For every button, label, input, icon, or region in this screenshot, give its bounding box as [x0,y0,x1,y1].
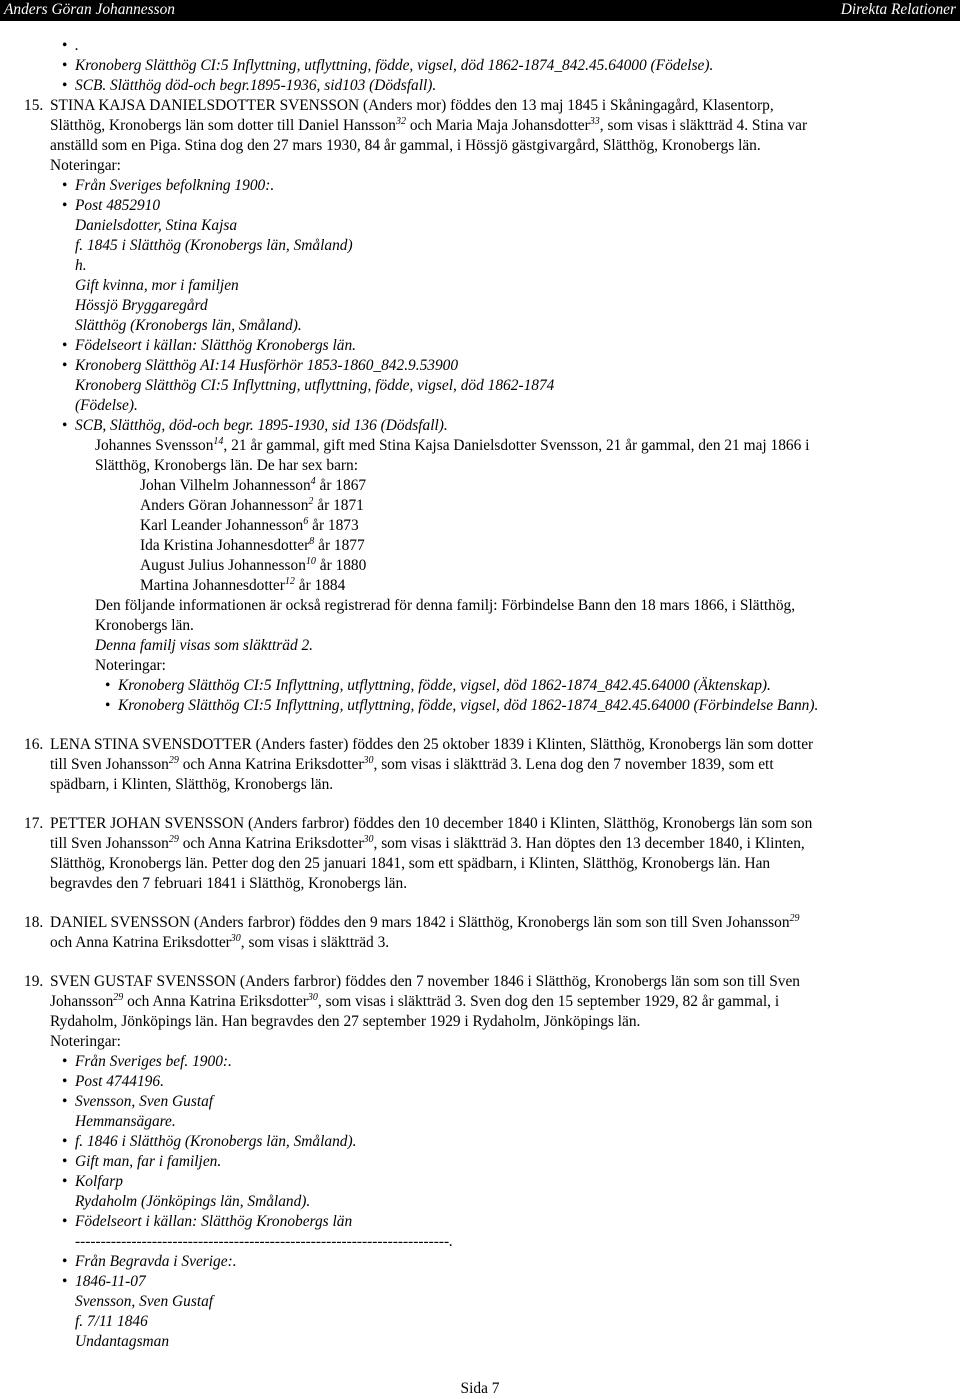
document-body [0,36,960,1352]
note-line: Hemmansägare. [75,1113,176,1130]
note-item: • Från Sveriges bef. 1900:. [0,1052,960,1072]
note-line: f. 7/11 1846 [75,1313,148,1330]
family-text: Johannes Svensson$^{14}$, 21 år gammal, gift med Stina Kajsa Danielsdotter Svensson, 21 år gammal, den 21 maj 1866 i [95,436,810,454]
entry-text: SVEN GUSTAF SVENSSON (Anders farbror) föddes den 7 november 1846 i Slätthög, Kronobergs län som son till Sven [50,973,800,990]
entry-15 [0,96,960,156]
family-info: Den följande informationen är också registrerad för denna familj: Förbindelse Bann den 18 mars 1866, i Slätthög, [95,597,796,614]
entry-text: LENA STINA SVENSDOTTER (Anders faster) föddes den 25 oktober 1839 i Klinten, Slätthög, Kronobergs län som dotter [50,736,814,753]
notes-heading: Noteringar: [50,157,121,174]
entry-text: Rydaholm, Jönköpings län. Han begravdes den 27 september 1929 i Rydaholm, Jönköpings län. [50,1013,641,1030]
reference-number: 30 [363,834,374,845]
note-line: Svensson, Sven Gustaf [75,1293,214,1310]
reference-number: 30 [363,755,374,766]
child-item: Anders Göran Johannesson$^2$ år 1871 [140,496,364,514]
entry-text: till Sven Johansson$^{29}$ och Anna Katrina Eriksdotter$^{30}$, som visas i släktträd 3. Han döptes den 13 december 1840, i Klinten, [50,834,805,852]
note-line: h. [75,257,87,274]
note-item: • Post 4852910 [0,196,960,216]
note-line: Rydaholm (Jönköpings län, Småland). [75,1193,311,1210]
page-header [0,0,960,21]
reference-number: 14 [213,436,224,447]
entry-text: Johansson$^{29}$ och Anna Katrina Eriksdotter$^{30}$, som visas i släktträd 3. Sven dog den 15 september 1929, 82 år gammal, i [50,992,780,1010]
separator-line: -------------------------------------------------------------------------. [75,1233,453,1250]
child-item: Karl Leander Johannesson$^6$ år 1873 [140,516,359,534]
entry-text: STINA KAJSA DANIELSDOTTER SVENSSON (Anders mor) föddes den 13 maj 1845 i Skåningagård, Klasentorp, [50,97,774,114]
entry-text: begravdes den 7 februari 1841 i Slätthög, Kronobergs län. [50,875,408,892]
entry-19 [0,972,960,1032]
note-item: • Kolfarp [0,1172,960,1192]
note-line: Hössjö Bryggaregård [75,297,208,314]
entry-number: 16. [24,736,44,753]
entry-text: anställd som en Piga. Stina dog den 27 mars 1930, 84 år gammal, i Hössjö gästgivargård, Slätthög, Kronobergs län. [50,137,761,154]
notes-heading: Noteringar: [95,657,166,674]
child-item: August Julius Johannesson$^{10}$ år 1880 [140,556,367,574]
bullet-item: • SCB. Slätthög död-och begr.1895-1936, sid103 (Dödsfall). [0,76,960,96]
entry-text: Slätthög, Kronobergs län. Petter dog den 25 januari 1841, som ett spädbarn, i Klinten, Slätthög, Kronobergs län. Han [50,855,771,872]
note-item: • Gift man, far i familjen. [0,1152,960,1172]
header-section: Direkta Relationer [840,1,956,18]
note-item: • Kronoberg Slätthög CI:5 Inflyttning, utflyttning, födde, vigsel, död 1862-1874_842.45.64000 (Förbindelse Bann). [0,696,960,716]
reference-number: 29 [113,992,124,1003]
note-line: Danielsdotter, Stina Kajsa [75,217,238,234]
entry-number: 18. [24,914,44,931]
reference-number: 29 [168,834,179,845]
entry-text: till Sven Johansson$^{29}$ och Anna Katrina Eriksdotter$^{30}$, som visas i släktträd 3. Lena dog den 7 november 1839, som ett [50,755,774,773]
note-item: • Svensson, Sven Gustaf [0,1092,960,1112]
note-item: • Från Begravda i Sverige:. [0,1252,960,1272]
note-item: • Kronoberg Slätthög AI:14 Husförhör 1853-1860_842.9.53900 [0,356,960,376]
note-item: • Födelseort i källan: Slätthög Kronobergs län. [0,336,960,356]
entry-text: PETTER JOHAN SVENSSON (Anders farbror) föddes den 10 december 1840 i Klinten, Slätthög, Kronobergs län som son [50,815,813,832]
child-item: Ida Kristina Johannesdotter$^8$ år 1877 [140,536,365,554]
reference-number: 30 [230,933,241,944]
reference-number: 33 [589,116,600,127]
entry-text: DANIEL SVENSSON (Anders farbror) föddes den 9 mars 1842 i Slätthög, Kronobergs län som son till Sven Johansson$^{29}$ [50,913,800,931]
family-info: Kronobergs län. [95,617,194,634]
bullet-item: • Kronoberg Slätthög CI:5 Inflyttning, utflyttning, födde, vigsel, död 1862-1874_842.45.64000 (Födelse). [0,56,960,76]
reference-number: 32 [395,116,406,127]
reference-number: 30 [307,992,318,1003]
reference-number: 29 [789,913,800,924]
note-item: • f. 1846 i Slätthög (Kronobergs län, Småland). [0,1132,960,1152]
note-item: • Kronoberg Slätthög CI:5 Inflyttning, utflyttning, födde, vigsel, död 1862-1874_842.45.64000 (Äktenskap). [0,676,960,696]
entry-18 [0,913,960,953]
entry-number: 17. [24,815,44,832]
note-line: (Födelse). [75,397,138,414]
family-tree-ref: Denna familj visas som släktträd 2. [95,637,314,654]
entry-number: 19. [24,973,44,990]
entry-16 [0,735,960,795]
note-line: f. 1845 i Slätthög (Kronobergs län, Småland) [75,237,353,254]
family-text: Slätthög, Kronobergs län. De har sex barn: [95,457,359,474]
note-line: Slätthög (Kronobergs län, Småland). [75,317,302,334]
entry-text: och Anna Katrina Eriksdotter$^{30}$, som visas i släktträd 3. [50,933,390,951]
child-item: Martina Johannesdotter$^{12}$ år 1884 [140,576,346,594]
entry-text: Slätthög, Kronobergs län som dotter till Daniel Hansson$^{32}$ och Maria Maja Johansdotter$^{33}$, som visas i släktträd 4. Stina var [50,116,808,134]
note-item: • SCB, Slätthög, död-och begr. 1895-1930, sid 136 (Dödsfall). [0,416,960,436]
note-item: • Från Sveriges befolkning 1900:. [0,176,960,196]
entry-17 [0,814,960,894]
note-line: Kronoberg Slätthög CI:5 Inflyttning, utflyttning, födde, vigsel, död 1862-1874 [75,377,555,394]
note-line: Undantagsman [75,1333,170,1350]
entry-number: 15. [24,97,44,114]
note-item: • 1846-11-07 [0,1272,960,1292]
reference-number: 29 [168,755,179,766]
note-line: Gift kvinna, mor i familjen [75,277,239,294]
entry-text: spädbarn, i Klinten, Slätthög, Kronobergs län. [50,776,334,793]
child-item: Johan Vilhelm Johannesson$^4$ år 1867 [140,476,367,494]
note-item: • Födelseort i källan: Slätthög Kronobergs län [0,1212,960,1232]
header-author: Anders Göran Johannesson [4,1,175,18]
notes-heading: Noteringar: [50,1033,121,1050]
children-list [0,476,960,596]
page-number: Sida 7 [460,1380,500,1397]
note-item: • Post 4744196. [0,1072,960,1092]
bullet-item: • . [0,36,960,56]
